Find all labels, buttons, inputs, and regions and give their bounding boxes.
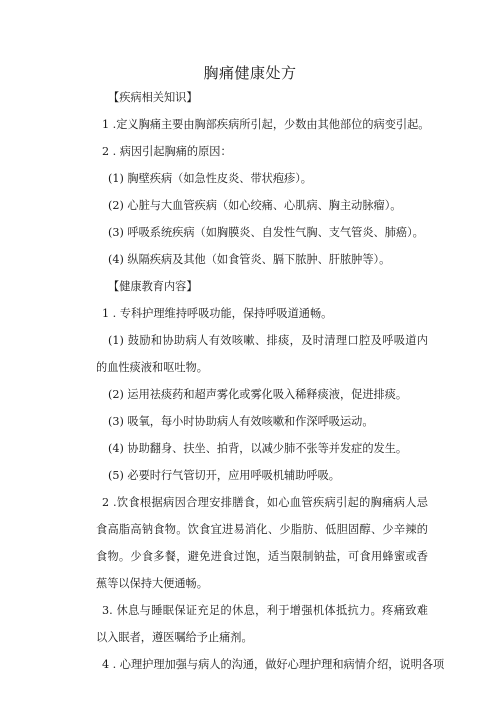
list-item-respiratory: (3) 呼吸系统疾病（如胸膜炎、自发性气胸、支气管炎、肺癌）。: [108, 226, 424, 239]
section-heading-education: 【健康教育内容】: [108, 280, 198, 293]
section-heading-knowledge: 【疾病相关知识】: [108, 91, 198, 104]
list-item-chest-wall: (1) 胸壁疾病（如急性皮炎、带状疱疹）。: [108, 172, 312, 185]
document-body: [96, 84, 445, 678]
list-item-mediastinal: (4) 纵隔疾病及其他（如食管炎、膈下脓肿、肝脓肿等）。: [108, 253, 391, 266]
paragraph-psychological: 4 . 心理护理加强与病人的沟通，做好心理护理和病情介绍，说明各项: [102, 658, 445, 671]
paragraph-cause: 2 . 病因引起胸痛的原因：: [102, 145, 232, 158]
paragraph-definition: 1 .定义胸痛主要由胸部疾病所引起，少数由其他部位的病变引起。: [102, 118, 430, 131]
list-item-turning: (4) 协助翻身、扶坐、拍背，以减少肺不张等并发症的发生。: [108, 442, 408, 455]
list-item-expectorant: (2) 运用祛痰药和超声雾化或雾化吸入稀释痰液，促进排痰。: [108, 388, 408, 401]
list-item-tracheotomy: (5) 必要时行气管切开，应用呼吸机辅助呼吸。: [108, 469, 340, 482]
paragraph-diet: 2 .饮食根据病因合理安排膳食，如心血管疾病引起的胸痛病人忌食高脂高钠食物。饮食宜进易消化、少脂肪、低胆固醇、少辛辣的食物。少食多餐，避免进食过饱，适当限制钠盐，可食用蜂蜜或香蕉等以保持大便通畅。: [96, 496, 428, 590]
paragraph-rest: 3. 休息与睡眠保证充足的休息，利于增强机体抵抗力。疼痛致难以入眠者，遵医嘱给予止痛剂。: [96, 604, 428, 644]
page-title: 胸痛健康处方: [203, 64, 297, 82]
paragraph-specialty-care: 1 . 专科护理维持呼吸功能，保持呼吸道通畅。: [102, 307, 333, 320]
list-item-oxygen: (3) 吸氧，每小时协助病人有效咳嗽和作深呼吸运动。: [108, 415, 374, 428]
list-item-cardiac: (2) 心脏与大血管疾病（如心绞痛、心肌病、胸主动脉瘤）。: [108, 199, 402, 212]
list-item-cough: (1) 鼓励和协助病人有效咳嗽、排痰，及时清理口腔及呼吸道内的血性痰液和呕吐物。: [96, 334, 428, 374]
